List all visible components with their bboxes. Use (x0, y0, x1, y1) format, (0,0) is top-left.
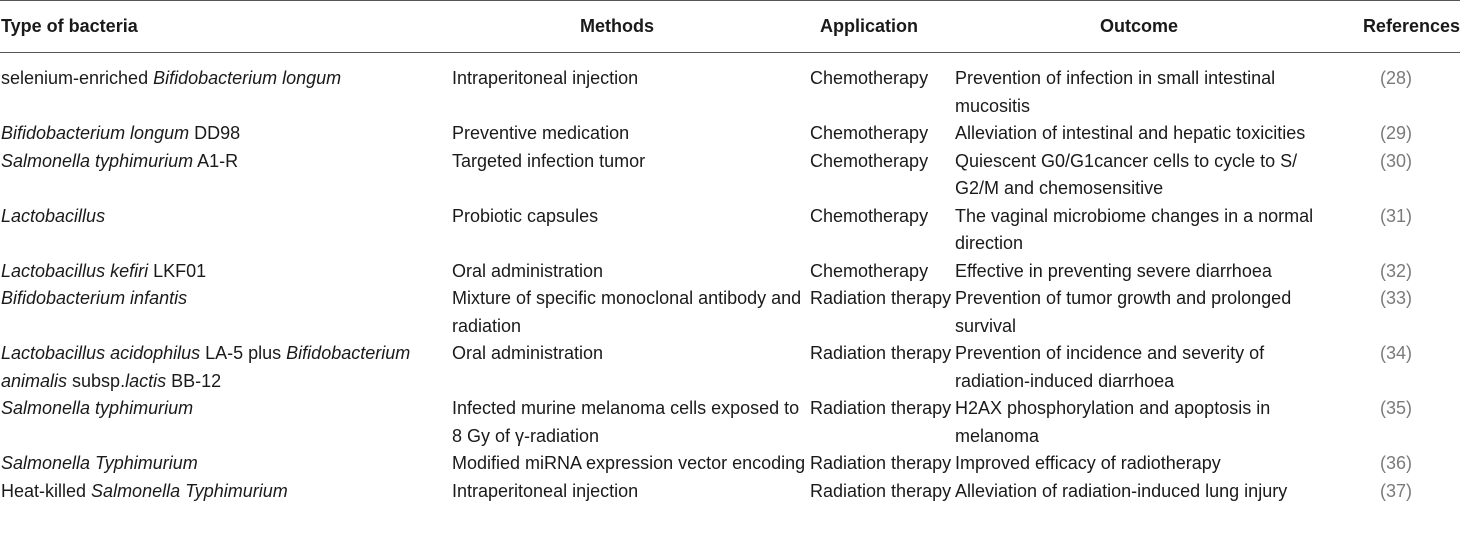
cell-outcome: H2AX phosphorylation and apoptosis in melanoma (955, 398, 1271, 446)
cell-type-of-bacteria (0, 478, 450, 506)
cell-methods: Targeted infection tumor (452, 150, 646, 171)
header-methods: Methods (450, 1, 810, 53)
bacteria-name-segment: lactis (125, 370, 167, 391)
cell-reference: (28) (1380, 68, 1413, 88)
bacteria-name-segment: Heat-killed (1, 480, 92, 501)
cell-reference: (34) (1380, 343, 1413, 363)
cell-outcome: Effective in preventing severe diarrhoea (955, 260, 1272, 281)
cell-application: Radiation therapy (810, 453, 952, 473)
cell-methods: Oral administration (452, 260, 604, 281)
cell-type-of-bacteria (0, 395, 450, 450)
cell-type-of-bacteria (0, 285, 450, 340)
table-row (0, 395, 1460, 450)
cell-reference: (31) (1380, 205, 1413, 226)
table-row (0, 203, 1460, 258)
bacteria-name-segment: subsp. (67, 370, 126, 391)
cell-methods: Preventive medication (452, 123, 630, 143)
cell-outcome: Prevention of incidence and severity of radiation-induced diarrhoea (955, 343, 1265, 391)
bacteria-name-segment: Bifidobacterium longum (1, 123, 190, 143)
cell-outcome: Prevention of tumor growth and prolonged survival (955, 288, 1292, 336)
cell-type-of-bacteria (0, 148, 450, 203)
bacteria-name-segment: Salmonella Typhimurium (91, 480, 288, 501)
table-body (0, 53, 1460, 506)
cell-methods: Probiotic capsules (452, 205, 599, 226)
table-row (0, 53, 1460, 121)
cell-application: Chemotherapy (810, 123, 929, 143)
bacteria-name-segment: Bifidobacterium longum (153, 68, 342, 88)
bacteria-name-segment: LA-5 plus (200, 343, 287, 363)
cell-reference: (35) (1380, 398, 1413, 418)
cell-reference: (32) (1380, 260, 1413, 281)
cell-application: Chemotherapy (810, 68, 929, 88)
bacteria-name-segment: Bifidobacterium animalis (1, 343, 411, 391)
cell-type-of-bacteria (0, 450, 450, 478)
cell-reference: (36) (1380, 453, 1413, 473)
cell-application: Radiation therapy (810, 398, 952, 418)
cell-application: Radiation therapy (810, 343, 952, 363)
bacteria-name-segment: Lactobacillus (1, 205, 106, 226)
cell-type-of-bacteria (0, 203, 450, 258)
table-header (0, 1, 1460, 53)
header-application: Application (810, 1, 955, 53)
cell-application: Chemotherapy (810, 150, 929, 171)
bacteria-name-segment: Salmonella typhimurium (1, 398, 194, 418)
cell-reference: (29) (1380, 123, 1413, 143)
cell-methods: Intraperitoneal injection (452, 68, 639, 88)
cell-type-of-bacteria (0, 340, 450, 395)
cell-type-of-bacteria (0, 53, 450, 121)
cell-methods: Oral administration (452, 343, 604, 363)
cell-outcome: Improved efficacy of radiotherapy (955, 453, 1221, 473)
cell-outcome: The vaginal microbiome changes in a normal direction (955, 205, 1314, 253)
table-row (0, 148, 1460, 203)
cell-application: Chemotherapy (810, 260, 929, 281)
bacteria-name-segment: Lactobacillus kefiri (1, 260, 149, 281)
bacteria-name-segment: Salmonella Typhimurium (1, 453, 198, 473)
table-row (0, 258, 1460, 286)
cell-methods: Mixture of specific monoclonal antibody and radiation (452, 288, 802, 336)
bacteria-name-segment: DD98 (189, 123, 241, 143)
cell-reference: (37) (1380, 480, 1413, 501)
cell-reference: (33) (1380, 288, 1413, 308)
table-row (0, 285, 1460, 340)
cell-outcome: Alleviation of radiation-induced lung injury (955, 480, 1288, 501)
bacteria-name-segment: Salmonella typhimurium (1, 150, 194, 171)
cell-type-of-bacteria (0, 258, 450, 286)
cell-methods: Intraperitoneal injection (452, 480, 639, 501)
bacteria-name-segment: Lactobacillus acidophilus (1, 343, 201, 363)
cell-outcome: Quiescent G0/G1cancer cells to cycle to S/ G2/M and chemosensitive (955, 150, 1298, 198)
bacteria-name-segment: LKF01 (148, 260, 207, 281)
cell-reference: (30) (1380, 150, 1413, 171)
cell-outcome: Alleviation of intestinal and hepatic toxicities (955, 123, 1306, 143)
cell-outcome: Prevention of infection in small intestinal mucositis (955, 68, 1276, 116)
cell-application: Radiation therapy (810, 288, 952, 308)
table-row (0, 340, 1460, 395)
cell-methods: Modified miRNA expression vector encoding (452, 453, 806, 473)
table-row (0, 450, 1460, 478)
header-references: References (1335, 1, 1460, 53)
header-row (0, 1, 1460, 53)
table-row (0, 120, 1460, 148)
bacteria-name-segment: selenium-enriched (1, 68, 154, 88)
cell-application: Chemotherapy (810, 205, 929, 226)
header-type-of-bacteria: Type of bacteria (0, 1, 450, 53)
cell-application: Radiation therapy (810, 480, 952, 501)
cell-type-of-bacteria (0, 120, 450, 148)
bacteria-name-segment: Bifidobacterium infantis (1, 288, 188, 308)
header-outcome: Outcome (955, 1, 1335, 53)
cell-methods: Infected murine melanoma cells exposed to 8 Gy of γ-radiation (452, 398, 800, 446)
table-row (0, 478, 1460, 506)
bacteria-name-segment: BB-12 (166, 370, 222, 391)
bacteria-name-segment: A1-R (193, 150, 239, 171)
